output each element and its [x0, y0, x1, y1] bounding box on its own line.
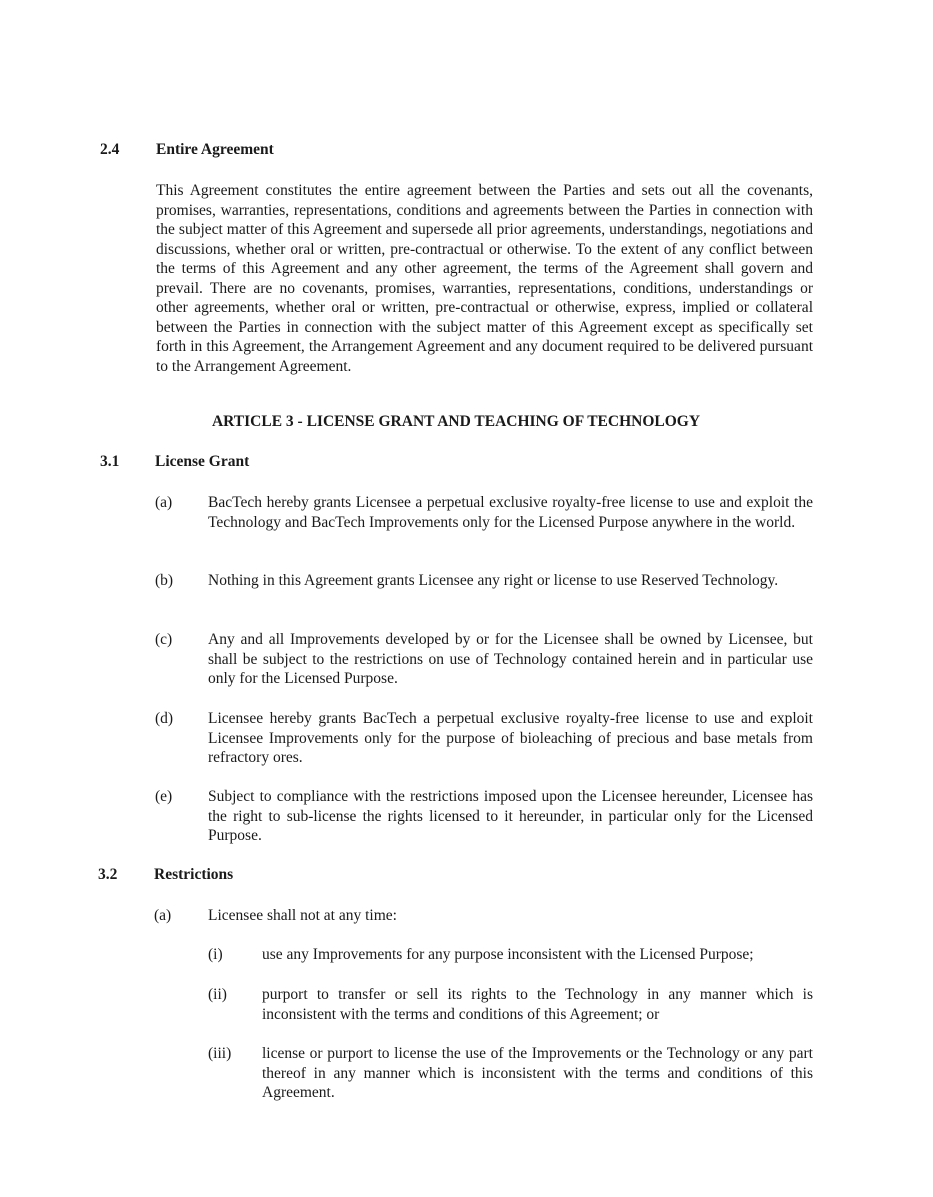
- sub-item-text: purport to transfer or sell its rights to the Technology in any manner which is inconsistent with the terms and conditions of this Agreement; or: [262, 986, 813, 1023]
- list-item-label: (e): [155, 788, 173, 805]
- list-item-text: Licensee shall not at any time:: [208, 907, 397, 924]
- list-item-text: BacTech hereby grants Licensee a perpetual exclusive royalty-free license to use and exploit the Technology and BacTech Improvements only for the Licensed Purpose anywhere in the world.: [208, 494, 813, 531]
- section-title-restrictions: Restrictions: [154, 866, 234, 883]
- list-item-label: (d): [155, 710, 174, 727]
- list-item-label: (a): [154, 907, 172, 924]
- sub-item-text: license or purport to license the use of the Improvements or the Technology or any part thereof in any manner which is inconsistent with the terms and conditions of this Agreement.: [262, 1045, 813, 1101]
- sub-item-label: (ii): [208, 986, 227, 1003]
- sub-item-label: (iii): [208, 1045, 232, 1062]
- list-item-text: Any and all Improvements developed by or for the Licensee shall be owned by Licensee, but shall be subject to the restrictions on use of Technology contained herein and in particular use only for the Licensed Purpose.: [208, 631, 813, 687]
- list-item-label: (a): [155, 494, 173, 511]
- section-title-entire-agreement: Entire Agreement: [156, 141, 274, 158]
- sub-item-label: (i): [208, 946, 223, 963]
- section-title-license-grant: License Grant: [155, 453, 250, 470]
- list-item-text: Licensee hereby grants BacTech a perpetual exclusive royalty-free license to use and exploit Licensee Improvements only for the purpose of bioleaching of precious and base metals from refractory ores.: [208, 710, 813, 766]
- section-number-2-4: 2.4: [100, 141, 120, 158]
- list-item-label: (c): [155, 631, 173, 648]
- list-item-label: (b): [155, 572, 174, 589]
- section-number-3-1: 3.1: [100, 453, 120, 470]
- article-3-heading: ARTICLE 3 - LICENSE GRANT AND TEACHING OF TECHNOLOGY: [211, 413, 701, 430]
- list-item-text: Subject to compliance with the restrictions imposed upon the Licensee hereunder, Licensee has the right to sub-license the rights licensed to it hereunder, in particular only for the Licensed Purpose.: [208, 788, 813, 844]
- list-item-text: Nothing in this Agreement grants Licensee any right or license to use Reserved Technology.: [208, 572, 779, 589]
- sub-item-text: use any Improvements for any purpose inconsistent with the Licensed Purpose;: [262, 946, 754, 963]
- section-2-4-body: This Agreement constitutes the entire agreement between the Parties and sets out all the covenants, promises, warranties, representations, conditions and agreements between the Parties in connection with the subject matter of this Agreement and supersede all prior agreements, understandings, negotiations and discussions, whether oral or written, pre-contractual or otherwise. To the extent of any conflict between the terms of this Agreement and any other agreement, the terms of the Agreement shall govern and prevail. There are no covenants, promises, warranties, representations, conditions, understandings or other agreements, whether oral or written, pre-contractual or otherwise, express, implied or collateral between the Parties in connection with the subject matter of this Agreement except as specifically set forth in this Agreement, the Arrangement Agreement and any document required to be delivered pursuant to the Arrangement Agreement.: [156, 182, 813, 375]
- section-number-3-2: 3.2: [98, 866, 118, 883]
